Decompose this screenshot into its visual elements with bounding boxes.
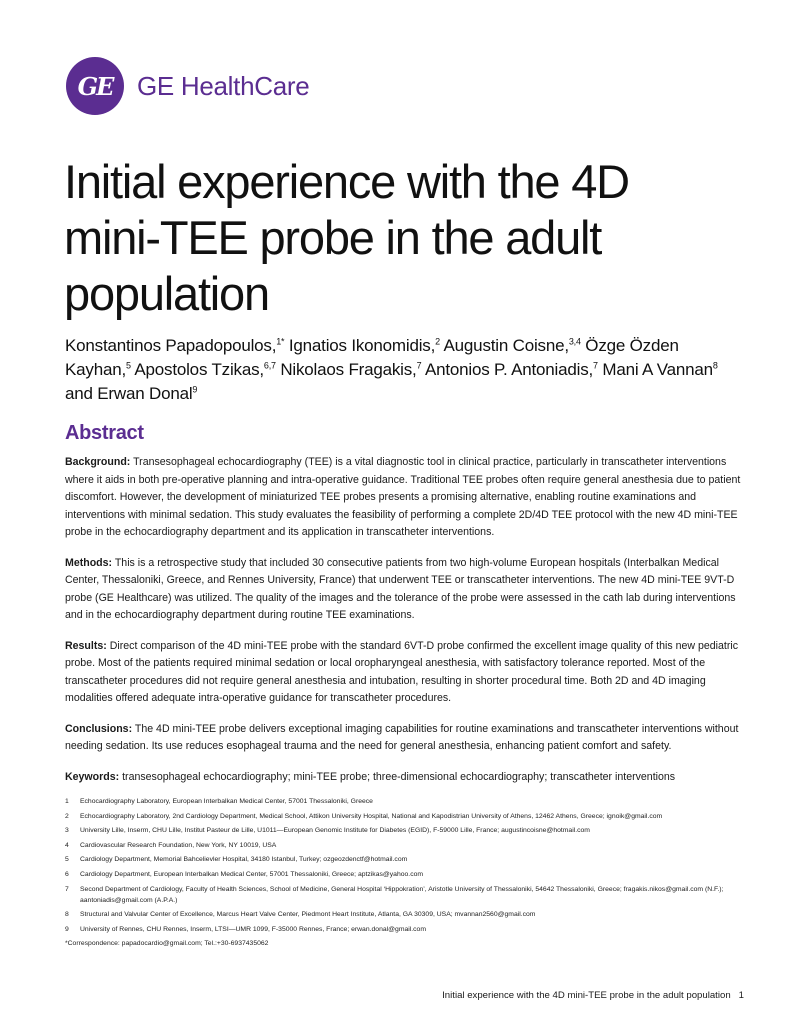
abstract-section-label: Keywords: <box>65 770 120 783</box>
footnote-number: 7 <box>65 885 69 893</box>
author-affiliation-sup: 8 <box>712 360 718 371</box>
footnote-item <box>65 854 745 865</box>
footnote-text: Cardiology Department, Memorial Bahcelievler Hospital, 34180 Istanbul, Turkey; ozgeozdenctf@hotmail.com <box>80 856 408 864</box>
abstract-section <box>65 638 745 708</box>
author-affiliation-sup: 7 <box>416 360 422 371</box>
footnote-number: 3 <box>65 827 69 835</box>
author-name: Apostolos Tzikas, <box>130 360 264 379</box>
footnote-text: Cardiology Department, European Interbalkan Medical Center, 57001 Thessaloniki, Greece; aptzikas@yahoo.com <box>80 870 424 878</box>
footnote-number: 1 <box>65 798 69 805</box>
footnote-text: University Lille, Inserm, CHU Lille, Institut Pasteur de Lille, U1011—European Genomic Institute for Diabetes (EGID), F-59000 Lille, France; augustincoisne@hotmail.com <box>80 827 590 835</box>
affiliation-footnotes <box>65 796 745 949</box>
abstract-section-text: transesophageal echocardiography; mini-TEE probe; three-dimensional echocardiography; transcatheter interventions <box>119 770 676 783</box>
footnote-text: Second Department of Cardiology, Faculty of Health Sciences, School of Medicine, General Hospital ‘Hippokration’, Aristotle University of Thessaloniki, 54642 Thessaloniki, Greece; fragakis.nikos@gmail.com (N.F.); aantoniadis@gmail.com (A.P.A.) <box>80 885 724 904</box>
abstract-section-label: Methods: <box>65 556 113 569</box>
author-affiliation-sup: 1* <box>276 336 285 347</box>
author-list <box>65 334 745 406</box>
author-name: Augustin Coisne, <box>439 336 569 355</box>
author-name: Özge Özden Kayhan, <box>65 336 679 379</box>
footnote-number: 9 <box>65 925 69 933</box>
logo-wordmark: GE HealthCare <box>137 70 310 101</box>
footnote-item <box>65 924 745 935</box>
abstract-body <box>65 454 745 799</box>
author-name: Ignatios Ikonomidis, <box>284 336 436 355</box>
abstract-section-text: Transesophageal echocardiography (TEE) is a vital diagnostic tool in clinical practice, particularly in transcatheter interventions where it aids in both pre-operative planning and intra-operative guidance. Traditional TEE probes often require general anesthesia due to patient discomfort. However, the development of miniaturized TEE probes presents a promising alternative, enabling routine examinations and interventions with minimal sedation. This study evaluates the feasibility of performing a complete 2D/4D TEE protocol with the new 4D mini-TEE probe in the echocardiography department and its application in transcatheter interventions. <box>65 456 741 538</box>
footnote-item <box>65 811 745 822</box>
footnote-number: 8 <box>65 911 69 919</box>
author-name: Konstantinos Papadopoulos, <box>65 336 277 355</box>
ge-monogram-icon: GE <box>66 57 124 115</box>
abstract-section-label: Results: <box>65 639 107 652</box>
footnote-number: 6 <box>65 870 69 878</box>
abstract-section <box>65 721 745 756</box>
abstract-section-label: Conclusions: <box>65 722 133 735</box>
ge-healthcare-logo <box>66 57 309 115</box>
footnote-number: 5 <box>65 856 69 864</box>
abstract-section-label: Background: <box>65 456 131 468</box>
footnote-item <box>65 796 745 807</box>
abstract-section-text: This is a retrospective study that included 30 consecutive patients from two high-volume European hospitals (Interbalkan Medical Center, Thessaloniki, Greece, and Rennes University, France) that underwent TEE or transcatheter interventions. The new 4D mini-TEE 9VT-D probe (GE Healthcare) was utilized. The quality of the images and the tolerance of the probe were assessed in the cath lab during interventions and in the echocardiography department during routine TEE examinations. <box>65 556 736 621</box>
footnote-text: Cardiovascular Research Foundation, New York, NY 10019, USA <box>80 841 277 849</box>
footnote-text: Echocardiography Laboratory, 2nd Cardiology Department, Medical School, Attikon University Hospital, National and Kapodistrian University of Athens, 12462 Athens, Greece; ignoik@gmail.com <box>80 812 663 820</box>
abstract-section-text: Direct comparison of the 4D mini-TEE probe with the standard 6VT-D probe confirmed the excellent image quality of this new pediatric probe. Most of the patients required minimal sedation or local oropharyngeal anesthesia, with satisfactory tolerance reported. Most of the transcatheter procedures did not require general anesthesia and intubation, resulting in shorter procedural time. Both 2D and 4D imaging modalities offered adequate intra-operative guidance for transcatheter procedures. <box>65 639 739 704</box>
author-name: Mani A Vannan <box>597 360 713 379</box>
footnote-item <box>65 840 745 851</box>
author-affiliation-sup: 9 <box>192 384 198 395</box>
page-number: 1 <box>738 990 744 1001</box>
author-affiliation-sup: 7 <box>593 360 598 371</box>
abstract-section <box>65 555 745 625</box>
footnote-item <box>65 825 745 836</box>
footnote-text: Echocardiography Laboratory, European Interbalkan Medical Center, 57001 Thessaloniki, Greece <box>80 798 373 805</box>
author-name: Antonios P. Antoniadis, <box>421 360 594 379</box>
page-footer <box>442 990 744 1001</box>
running-title: Initial experience with the 4D mini-TEE probe in the adult population <box>442 990 731 1001</box>
abstract-heading: Abstract <box>65 422 144 444</box>
abstract-section <box>65 769 745 787</box>
author-name: Nikolaos Fragakis, <box>275 360 417 379</box>
author-affiliation-sup: 6,7 <box>263 360 276 371</box>
footnote-item <box>65 884 745 906</box>
abstract-section <box>65 454 745 542</box>
author-affiliation-sup: 3,4 <box>568 336 581 347</box>
abstract-section-text: The 4D mini-TEE probe delivers exceptional imaging capabilities for routine examinations and transcatheter interventions without needing sedation. Its use reduces esophageal trauma and the need for general anesthesia, enhancing patient comfort and safety. <box>65 722 739 752</box>
paper-title: Initial experience with the 4D mini-TEE probe in the adult population <box>64 155 629 320</box>
footnote-text: Structural and Valvular Center of Excellence, Marcus Heart Valve Center, Piedmont Heart Institute, Atlanta, GA 30309, USA; mvannan2560@gmail.com <box>80 911 536 919</box>
footnote-item <box>65 909 745 920</box>
footnote-item <box>65 869 745 880</box>
author-name: and Erwan Donal <box>65 384 193 403</box>
correspondence: *Correspondence: papadocardio@gmail.com; Tel.:+30-6937435062 <box>65 940 269 948</box>
footnote-text: University of Rennes, CHU Rennes, Inserm, LTSI—UMR 1099, F-35000 Rennes, France; erwan.donal@gmail.com <box>80 925 427 933</box>
footnote-number: 4 <box>65 841 69 849</box>
author-affiliation-sup: 2 <box>435 336 440 347</box>
footnote-number: 2 <box>65 812 69 820</box>
author-affiliation-sup: 5 <box>125 360 131 371</box>
